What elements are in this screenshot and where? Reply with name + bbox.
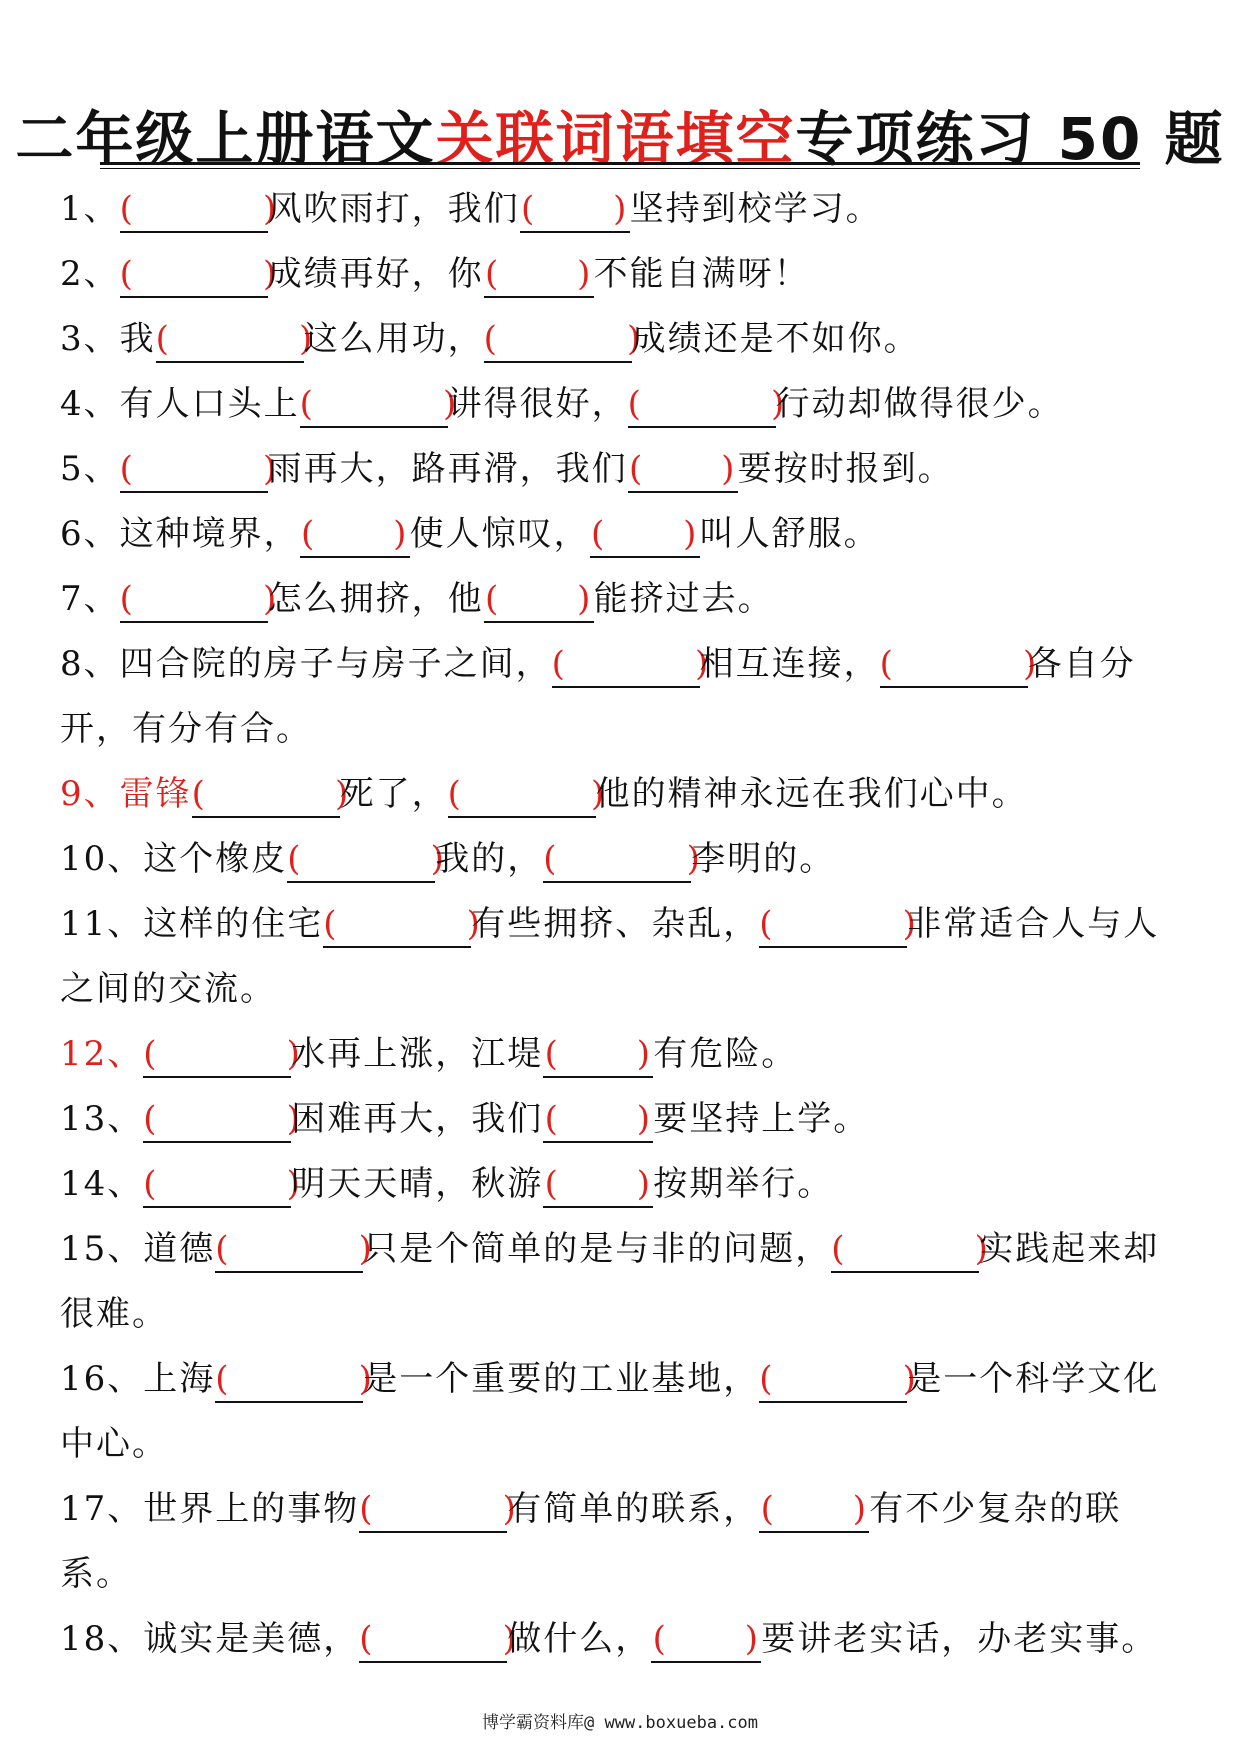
blank-parentheses: ( ): [155, 319, 315, 359]
question-number: 9、: [60, 774, 120, 814]
question-text: 行动却做得很少。: [775, 384, 1064, 424]
question-item: [60, 827, 1190, 892]
question-text: 有不少复杂的联系。: [60, 1489, 1122, 1594]
question-text: 雷锋: [119, 774, 192, 814]
question-text: 有些拥挤、杂乱，: [471, 904, 760, 944]
answer-blank[interactable]: [119, 252, 279, 298]
question-text: 要坚持上学。: [653, 1099, 870, 1139]
answer-blank[interactable]: [191, 772, 351, 818]
question-text: 怎么拥挤，他: [267, 579, 484, 619]
question-number: 14、: [60, 1164, 144, 1204]
question-text: 这个橡皮: [143, 839, 288, 879]
question-number: 11、: [60, 904, 144, 944]
blank-parentheses: ( ): [143, 1099, 302, 1139]
question-text: 这样的住宅: [143, 904, 324, 944]
question-text: 讲得很好，: [447, 384, 628, 424]
question-text: 他的精神永远在我们心中。: [595, 774, 1028, 814]
blank-parentheses: ( ): [879, 644, 1039, 684]
blank-parentheses: ( ): [323, 904, 482, 944]
question-text: 相互连接，: [699, 644, 880, 684]
blank-parentheses: ( ): [215, 1229, 374, 1269]
answer-blank[interactable]: [447, 772, 607, 818]
answer-blank[interactable]: [299, 382, 459, 428]
answer-blank[interactable]: [323, 902, 482, 948]
question-text: 实践起来却很难。: [60, 1229, 1160, 1334]
question-text: 风吹雨打，我们: [267, 189, 520, 229]
question-item: [60, 762, 1190, 827]
blank-parentheses: ( ): [143, 1164, 302, 1204]
question-number: 4、: [60, 384, 120, 424]
answer-blank[interactable]: [543, 837, 702, 883]
question-item: [60, 892, 1190, 1022]
answer-blank[interactable]: [520, 187, 630, 233]
question-text: 成绩再好，你: [267, 254, 484, 294]
question-item: [60, 567, 1190, 632]
question-text: 死了，: [339, 774, 448, 814]
question-number: 13、: [60, 1099, 144, 1139]
blank-parentheses: ( ): [215, 1359, 374, 1399]
answer-blank[interactable]: [551, 642, 711, 688]
question-text: 有简单的联系，: [507, 1489, 760, 1529]
question-item: [60, 372, 1190, 437]
question-text: 是一个科学文化中心。: [60, 1359, 1160, 1464]
answer-blank[interactable]: [543, 1032, 653, 1078]
question-text: 明天天晴，秋游: [291, 1164, 544, 1204]
answer-blank[interactable]: [119, 447, 279, 493]
answer-blank[interactable]: [627, 382, 787, 428]
answer-blank[interactable]: [543, 1097, 653, 1143]
blank-parentheses: ( ): [759, 904, 918, 944]
question-text: 水再上涨，江堤: [291, 1034, 544, 1074]
question-item: [60, 502, 1190, 567]
question-text: 是一个重要的工业基地，: [363, 1359, 760, 1399]
blank-parentheses: ( ): [191, 774, 351, 814]
question-text: 这么用功，: [303, 319, 484, 359]
question-text: 道德: [143, 1229, 216, 1269]
question-number: 15、: [60, 1229, 144, 1269]
question-text: 要讲老实话，办老实事。: [761, 1619, 1158, 1659]
question-text: 只是个简单的是与非的问题，: [363, 1229, 832, 1269]
question-number: 2、: [60, 254, 120, 294]
question-item: [60, 1477, 1190, 1607]
question-text: 坚持到校学习。: [629, 189, 882, 229]
question-item: [60, 177, 1190, 242]
question-text: 要按时报到。: [737, 449, 954, 489]
answer-blank[interactable]: [543, 1162, 653, 1208]
blank-parentheses: ( ): [759, 1359, 918, 1399]
question-item: [60, 1607, 1190, 1672]
question-text: 有人口头上: [119, 384, 300, 424]
question-item: [60, 307, 1190, 372]
question-text: 非常适合人与人之间的交流。: [60, 904, 1160, 1009]
question-item: [60, 1087, 1190, 1152]
question-item: [60, 1022, 1190, 1087]
answer-blank[interactable]: [759, 902, 918, 948]
question-text: 诚实是美德，: [143, 1619, 360, 1659]
footer-watermark: 博学霸资料库@ www.boxueba.com: [482, 1713, 758, 1733]
blank-parentheses: ( ): [300, 514, 409, 554]
question-text: 我的，: [435, 839, 544, 879]
blank-parentheses: ( ): [359, 1489, 518, 1529]
answer-blank[interactable]: [759, 1357, 918, 1403]
answer-blank[interactable]: [119, 187, 279, 233]
answer-blank[interactable]: [484, 252, 594, 298]
question-number: 7、: [60, 579, 120, 619]
question-text: 叫人舒服。: [699, 514, 880, 554]
title-underline-thin: [100, 168, 1140, 169]
answer-blank[interactable]: [879, 642, 1039, 688]
blank-parentheses: ( ): [119, 189, 279, 229]
answer-blank[interactable]: [359, 1617, 518, 1663]
question-list: [60, 177, 1190, 1672]
title-part-2-highlight: 关联词语填空: [435, 105, 796, 173]
answer-blank[interactable]: [215, 1227, 374, 1273]
answer-blank[interactable]: [143, 1162, 302, 1208]
blank-parentheses: ( ): [483, 319, 643, 359]
question-number: 8、: [60, 644, 120, 684]
blank-parentheses: ( ): [627, 384, 787, 424]
question-text: 成绩还是不如你。: [631, 319, 920, 359]
answer-blank[interactable]: [155, 317, 315, 363]
question-text: 这种境界，: [119, 514, 300, 554]
question-text: 各自分开，有分有合。: [60, 644, 1136, 749]
blank-parentheses: ( ): [544, 1034, 652, 1074]
question-item: [60, 437, 1190, 502]
question-item: [60, 1347, 1190, 1477]
blank-parentheses: ( ): [544, 1164, 652, 1204]
question-number: 10、: [60, 839, 144, 879]
blank-parentheses: ( ): [143, 1034, 302, 1074]
question-number: 1、: [60, 189, 120, 229]
answer-blank[interactable]: [300, 512, 410, 558]
question-number: 18、: [60, 1619, 144, 1659]
question-item: [60, 1217, 1190, 1347]
answer-blank[interactable]: [628, 447, 738, 493]
title-underline-thick: [100, 162, 1140, 165]
blank-parentheses: ( ): [287, 839, 446, 879]
answer-blank[interactable]: [651, 1617, 761, 1663]
answer-blank[interactable]: [143, 1032, 302, 1078]
title-part-1: 二年级上册语文: [15, 105, 436, 173]
answer-blank[interactable]: [359, 1487, 518, 1533]
blank-parentheses: ( ): [119, 254, 279, 294]
blank-parentheses: ( ): [359, 1619, 518, 1659]
question-number: 5、: [60, 449, 120, 489]
blank-parentheses: ( ): [628, 449, 737, 489]
question-text: 能挤过去。: [593, 579, 774, 619]
question-text: 使人惊叹，: [409, 514, 590, 554]
question-number: 3、: [60, 319, 120, 359]
question-text: 李明的。: [691, 839, 836, 879]
blank-parentheses: ( ): [551, 644, 711, 684]
answer-blank[interactable]: [215, 1357, 374, 1403]
blank-parentheses: ( ): [484, 579, 593, 619]
answer-blank[interactable]: [483, 317, 643, 363]
answer-blank[interactable]: [831, 1227, 990, 1273]
question-text: 不能自满呀！: [593, 254, 810, 294]
blank-parentheses: ( ): [119, 579, 279, 619]
blank-parentheses: ( ): [119, 449, 279, 489]
answer-blank[interactable]: [484, 577, 594, 623]
blank-parentheses: ( ): [543, 839, 702, 879]
blank-parentheses: ( ): [544, 1099, 652, 1139]
answer-blank[interactable]: [759, 1487, 869, 1533]
question-text: 我: [119, 319, 156, 359]
question-text: 世界上的事物: [143, 1489, 360, 1529]
blank-parentheses: ( ): [652, 1619, 760, 1659]
question-item: [60, 242, 1190, 307]
title-part-3: 专项练习 50 题: [795, 105, 1225, 173]
question-text: 有危险。: [653, 1034, 798, 1074]
answer-blank[interactable]: [119, 577, 279, 623]
question-number: 12、: [60, 1034, 144, 1074]
blank-parentheses: ( ): [299, 384, 459, 424]
question-text: 困难再大，我们: [291, 1099, 544, 1139]
question-text: 四合院的房子与房子之间，: [119, 644, 552, 684]
blank-parentheses: ( ): [831, 1229, 990, 1269]
question-text: 雨再大，路再滑，我们: [267, 449, 628, 489]
question-number: 6、: [60, 514, 120, 554]
question-number: 16、: [60, 1359, 144, 1399]
answer-blank[interactable]: [143, 1097, 302, 1143]
blank-parentheses: ( ): [520, 189, 629, 229]
blank-parentheses: ( ): [484, 254, 593, 294]
blank-parentheses: ( ): [447, 774, 607, 814]
blank-parentheses: ( ): [760, 1489, 868, 1529]
question-text: 做什么，: [507, 1619, 652, 1659]
blank-parentheses: ( ): [590, 514, 699, 554]
answer-blank[interactable]: [590, 512, 700, 558]
question-item: [60, 1152, 1190, 1217]
question-item: [60, 632, 1190, 762]
question-number: 17、: [60, 1489, 144, 1529]
answer-blank[interactable]: [287, 837, 446, 883]
question-text: 上海: [143, 1359, 216, 1399]
question-text: 按期举行。: [653, 1164, 834, 1204]
